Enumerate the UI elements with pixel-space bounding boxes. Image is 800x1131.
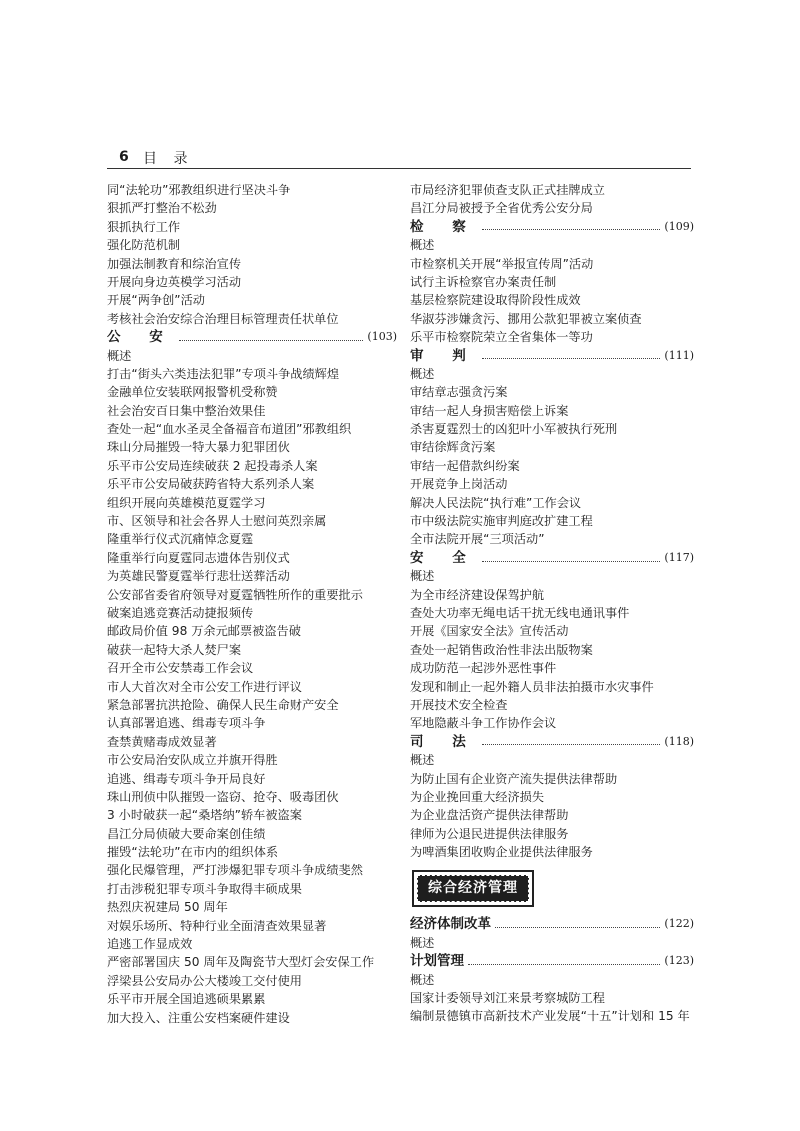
toc-entry: 为防止国有企业资产流失提供法律帮助 — [410, 771, 618, 786]
toc-entry: 隆重举行仪式沉痛悼念夏霆 — [107, 532, 254, 547]
toc-entry: 对娱乐场所、特种行业全面清查效果显著 — [107, 918, 327, 933]
toc-entry: 解决人民法院“执行难”工作会议 — [410, 495, 582, 510]
toc-left-column — [107, 181, 397, 1027]
toc-entry: 概述 — [410, 972, 435, 987]
toc-entry: 市局经济犯罪侦查支队正式挂牌成立 — [410, 183, 605, 197]
toc-entry: 同“法轮功”邪教组织进行坚决斗争 — [107, 183, 291, 197]
toc-entry: 加强法制教育和综治宣传 — [107, 256, 242, 271]
toc-entry: 考核社会治安综合治理目标管理责任状单位 — [107, 311, 339, 326]
toc-entry: 昌江分局侦破大要命案创佳绩 — [107, 826, 266, 841]
toc-entry: 珠山刑侦中队摧毁一盗窃、抢夺、吸毒团伙 — [107, 789, 339, 804]
toc-entry: 打击“街头六类违法犯罪”专项斗争战绩辉煌 — [107, 366, 340, 381]
toc-entry: 组织开展向英雄模范夏霆学习 — [107, 495, 266, 510]
section-page-number: (109) — [664, 219, 694, 233]
toc-entry: 昌江分局被授予全省优秀公安分局 — [410, 201, 593, 216]
toc-section-heading — [410, 915, 694, 933]
toc-entry: 国家计委领导刘江来景考察城防工程 — [410, 991, 605, 1006]
toc-entry: 市公安局治安队成立并旗开得胜 — [107, 753, 278, 768]
toc-entry: 破案追逃竞赛活动捷报频传 — [107, 605, 254, 620]
toc-entry: 强化防范机制 — [107, 238, 181, 253]
toc-entry: 社会治安百日集中整治效果佳 — [107, 403, 266, 418]
toc-entry: 乐平市开展全国追逃硕果累累 — [107, 992, 266, 1007]
toc-section-heading — [410, 549, 694, 567]
dot-leader — [179, 340, 364, 341]
toc-entry: 为英雄民警夏霆举行悲壮送葬活动 — [107, 569, 290, 584]
section-page-number: (111) — [664, 348, 694, 362]
page-number: 6 — [119, 149, 129, 165]
toc-entry: 杀害夏霆烈士的凶犯叶小军被执行死刑 — [410, 422, 618, 437]
toc-entry: 热烈庆祝建局 50 周年 — [107, 900, 228, 915]
toc-entry: 律师为公退民进提供法律服务 — [410, 826, 569, 841]
dot-leader — [482, 561, 661, 562]
chapter-title: 综合经济管理 — [417, 875, 529, 901]
toc-entry: 为企业挽回重大经济损失 — [410, 789, 545, 804]
toc-entry: 紧急部署抗洪抢险、确保人民生命财产安全 — [107, 697, 339, 712]
toc-entry: 基层检察院建设取得阶段性成效 — [410, 293, 581, 308]
toc-entry: 隆重举行向夏霆同志遗体告别仪式 — [107, 550, 290, 565]
toc-section-heading — [410, 218, 694, 236]
page-header — [107, 146, 691, 169]
section-title: 计划管理 — [410, 953, 464, 970]
toc-entry: 成功防范一起涉外恶性事件 — [410, 661, 557, 676]
section-page-number: (118) — [664, 734, 694, 748]
toc-entry: 打击涉税犯罪专项斗争取得丰硕成果 — [107, 881, 302, 896]
section-title: 公 安 — [107, 329, 175, 346]
section-page-number: (117) — [664, 550, 694, 564]
toc-entry: 追逃工作显成效 — [107, 937, 193, 952]
toc-entry: 摧毁“法轮功”在市内的组织体系 — [107, 845, 279, 860]
toc-entry: 市检察机关开展“举报宣传周”活动 — [410, 256, 594, 271]
toc-entry: 开展《国家安全法》宣传活动 — [410, 624, 569, 639]
toc-entry: 概述 — [410, 935, 435, 950]
section-title: 检 察 — [410, 218, 478, 235]
dot-leader — [495, 927, 660, 928]
toc-entry: 审结一起人身损害赔偿上诉案 — [410, 403, 569, 418]
toc-entry: 狠抓严打整治不松劲 — [107, 201, 217, 216]
toc-entry: 编制景德镇市高新技术产业发展“十五”计划和 15 年 — [410, 1009, 690, 1024]
toc-entry: 认真部署追逃、缉毒专项斗争 — [107, 716, 266, 731]
toc-entry: 开展技术安全检查 — [410, 697, 508, 712]
dot-leader — [468, 964, 660, 965]
toc-section-heading — [410, 347, 694, 365]
toc-section-heading — [107, 328, 397, 346]
toc-entry: 概述 — [410, 753, 435, 768]
toc-entry: 审结一起借款纠纷案 — [410, 458, 520, 473]
section-title: 司 法 — [410, 733, 478, 750]
section-title: 经济体制改革 — [410, 916, 491, 933]
toc-entry: 概述 — [410, 569, 435, 584]
toc-entry: 追逃、缉毒专项斗争开局良好 — [107, 771, 266, 786]
toc-entry: 加大投入、注重公安档案硬件建设 — [107, 1010, 290, 1025]
section-page-number: (122) — [664, 917, 694, 931]
toc-entry: 3 小时破获一起“桑塔纳”轿车被盗案 — [107, 808, 302, 823]
toc-entry: 邮政局价值 98 万余元邮票被盗告破 — [107, 624, 301, 639]
toc-entry: 破获一起特大杀人焚尸案 — [107, 642, 242, 657]
toc-entry: 乐平市检察院荣立全省集体一等功 — [410, 330, 593, 345]
chapter-frame — [412, 870, 534, 906]
toc-right-column — [410, 181, 694, 1026]
toc-section-heading — [410, 733, 694, 751]
toc-entry: 金融单位安装联网报警机受称赞 — [107, 385, 278, 400]
toc-entry: 开展向身边英模学习活动 — [107, 274, 242, 289]
toc-entry: 为全市经济建设保驾护航 — [410, 587, 545, 602]
toc-entry: 强化民爆管理，严打涉爆犯罪专项斗争成绩斐然 — [107, 863, 363, 878]
toc-entry: 开展竞争上岗活动 — [410, 477, 508, 492]
toc-entry: 查处一起“血水圣灵全备福音布道团”邪教组织 — [107, 422, 352, 437]
toc-entry: 查禁黄赌毒成效显著 — [107, 734, 217, 749]
toc-entry: 概述 — [410, 366, 435, 381]
toc-entry: 市、区领导和社会各界人士慰问英烈亲属 — [107, 514, 327, 529]
toc-entry: 发现和制止一起外籍人员非法拍摄市水灾事件 — [410, 679, 654, 694]
toc-entry: 试行主诉检察官办案责任制 — [410, 274, 557, 289]
toc-entry: 查处大功率无绳电话干扰无线电通讯事件 — [410, 605, 630, 620]
toc-entry: 市人大首次对全市公安工作进行评议 — [107, 679, 302, 694]
toc-entry: 军地隐蔽斗争工作协作会议 — [410, 716, 557, 731]
toc-entry: 全市法院开展“三项活动” — [410, 532, 545, 547]
toc-entry: 狠抓执行工作 — [107, 219, 181, 234]
toc-entry: 开展“两争创”活动 — [107, 293, 205, 308]
dot-leader — [482, 358, 661, 359]
toc-entry: 珠山分局摧毁一特大暴力犯罪团伙 — [107, 440, 290, 455]
section-title: 审 判 — [410, 347, 478, 364]
toc-entry: 市中级法院实施审判庭改扩建工程 — [410, 514, 593, 529]
toc-entry: 查处一起销售政治性非法出版物案 — [410, 642, 593, 657]
section-page-number: (103) — [367, 330, 397, 344]
dot-leader — [482, 229, 661, 230]
dot-leader — [482, 744, 661, 745]
toc-entry: 为啤酒集团收购企业提供法律服务 — [410, 845, 593, 860]
section-page-number: (123) — [664, 954, 694, 968]
toc-entry: 严密部署国庆 50 周年及陶瓷节大型灯会安保工作 — [107, 955, 375, 970]
toc-entry: 概述 — [107, 348, 132, 363]
toc-entry: 浮梁县公安局办公大楼竣工交付使用 — [107, 973, 302, 988]
toc-entry: 审结徐辉贪污案 — [410, 440, 496, 455]
section-title: 安 全 — [410, 549, 478, 566]
chapter-banner — [410, 861, 694, 915]
toc-entry: 召开全市公安禁毒工作会议 — [107, 661, 254, 676]
page-title: 目 录 — [143, 151, 194, 167]
toc-entry: 华淑芬涉嫌贪污、挪用公款犯罪被立案侦查 — [410, 311, 642, 326]
toc-entry: 审结章志强贪污案 — [410, 385, 508, 400]
toc-entry: 概述 — [410, 238, 435, 253]
toc-entry: 乐平市公安局连续破获 2 起投毒杀人案 — [107, 458, 318, 473]
toc-entry: 乐平市公安局破获跨省特大系列杀人案 — [107, 477, 315, 492]
toc-entry: 公安部省委省府领导对夏霆牺牲所作的重要批示 — [107, 587, 363, 602]
toc-entry: 为企业盘活资产提供法律帮助 — [410, 808, 569, 823]
toc-section-heading — [410, 952, 694, 970]
